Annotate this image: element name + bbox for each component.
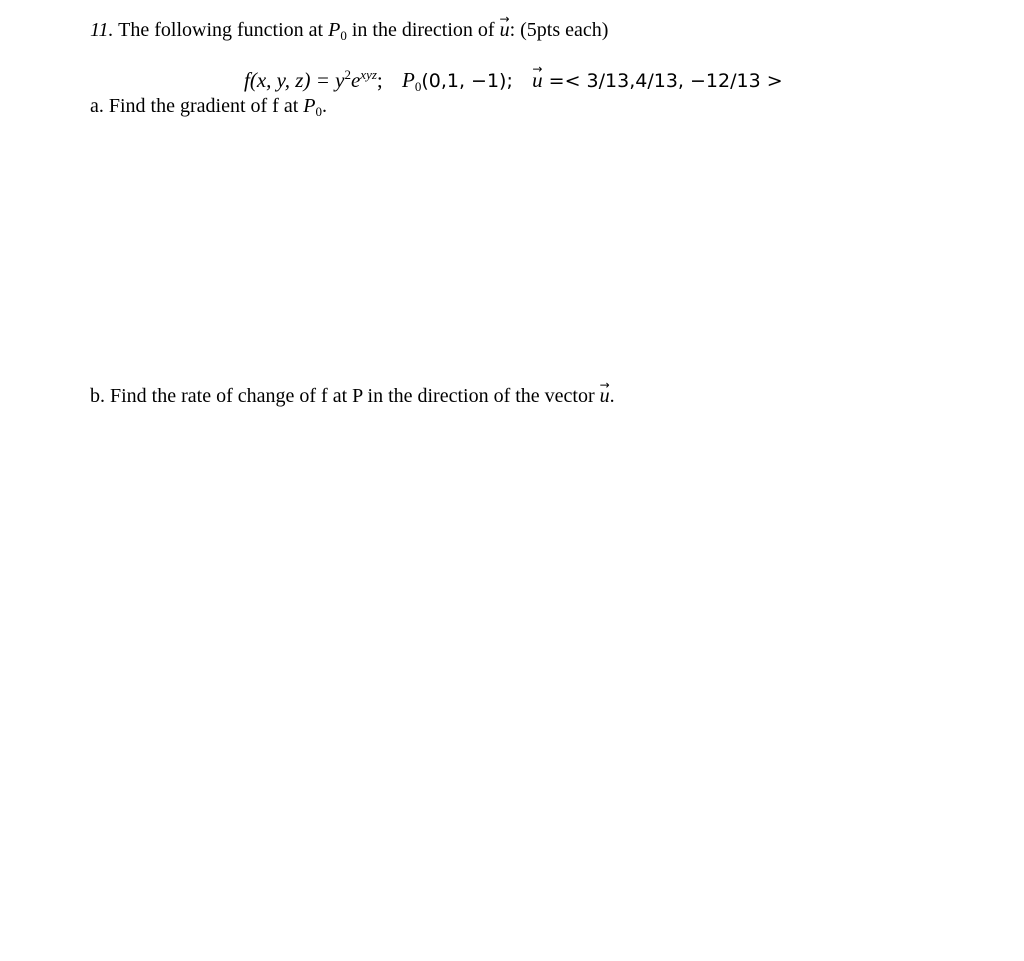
vector-u-symbol: → u (500, 18, 510, 42)
formula-point-symbol: P (402, 68, 415, 92)
formula-point-coords: (0,1, −1); (421, 70, 513, 92)
formula-vector-value: =< 3/13,4/13, −12/13 > (542, 70, 783, 92)
part-a-end: . (322, 95, 327, 117)
e-exponent: xyz (360, 67, 377, 82)
part-b-end: . (609, 385, 615, 407)
formula-separator: ; (376, 68, 383, 92)
part-a-point-symbol: P (303, 95, 316, 117)
question-text-before-p: The following function at (118, 19, 329, 41)
question-number: 11. (90, 19, 114, 41)
function-formula (244, 68, 783, 93)
point-subscript: 0 (340, 28, 347, 43)
point-symbol: P (328, 19, 341, 41)
function-lhs: f(x, y, z) = y (244, 68, 345, 92)
question-text-after-p: in the direction of (346, 19, 500, 41)
part-b-text: b. Find the rate of change of f at P in the direction of the vector (90, 385, 600, 407)
formula-vector-symbol: → u (532, 68, 543, 92)
part-a-point-subscript: 0 (315, 104, 322, 119)
question-points: : (5pts each) (509, 19, 609, 41)
part-b-vector-symbol: → u (600, 384, 610, 408)
question-title (90, 18, 608, 42)
part-b-prompt (90, 384, 615, 408)
formula-point-subscript: 0 (414, 79, 422, 94)
part-a-prompt (90, 94, 327, 118)
part-a-text: a. Find the gradient of f at (90, 95, 304, 117)
e-base: e (350, 68, 361, 92)
y-exponent: 2 (344, 67, 351, 82)
